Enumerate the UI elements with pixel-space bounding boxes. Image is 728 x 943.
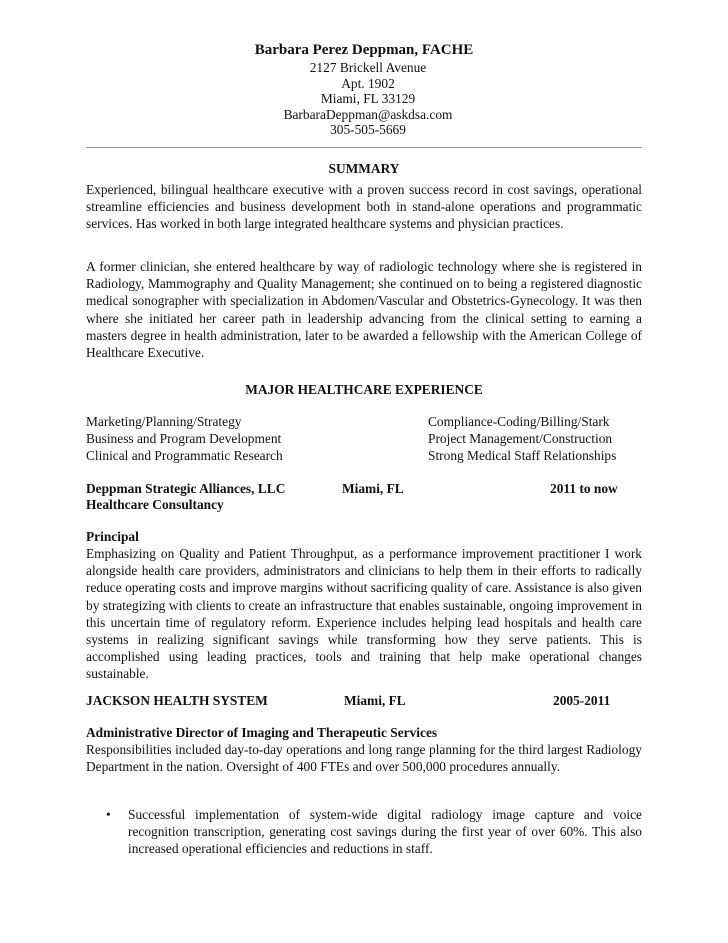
candidate-name: Barbara Perez Deppman, FACHE — [254, 42, 474, 58]
skill-item: Project Management/Construction — [428, 431, 613, 446]
company-name: JACKSON HEALTH SYSTEM — [86, 693, 268, 708]
accomplishment-text: Successful implementation of system-wide digital radiology image capture and voice recognition transcription, generating cost savings during the first year of over 60%. This also increased operational efficiencies and reductions in staff. — [128, 807, 642, 857]
job-description: Emphasizing on Quality and Patient Throughput, as a performance improvement practitioner I work alongside health care providers, administrators and clinicians to help them in their efforts to radically reduce operating costs and improve margins without sacrificing quality of care. Assistance is also given by strategizing with clients to create an infrastructure that enables sustainable, ongoing improvement in this uncertain time of regulatory reform. Experience includes helping lead hospitals and health care systems in realizing significant savings while transforming how they serve patients. This is accomplished using leading practices, tools and training that help make operational changes sustainable. — [86, 546, 642, 682]
apartment: Apt. 1902 — [341, 75, 395, 91]
skill-item: Strong Medical Staff Relationships — [428, 448, 617, 463]
skill-item: Business and Program Development — [86, 431, 282, 446]
job-dates: 2011 to now — [550, 481, 618, 496]
summary-heading: SUMMARY — [328, 161, 400, 176]
job-description: Responsibilities included day-to-day operations and long range planning for the third largest Radiology Department in the nation. Oversight of 400 FTEs and over 500,000 procedures annually. — [86, 742, 642, 775]
bullet-icon: • — [106, 807, 111, 822]
summary-paragraph-2: A former clinician, she entered healthcare by way of radiologic technology where she is registered in Radiology, Mammography and Quality Management; she continued on to being a registered diagnostic medical sonographer with specialization in Abdomen/Vascular and Obstetrics-Gynecology. It was then where she initiated her career path in leadership advancing from the clinical setting to earning a masters degree in health administration, later to be awarded a fellowship with the American College of Healthcare Executive. — [86, 259, 642, 361]
accomplishment-list — [86, 806, 642, 858]
list-item — [86, 806, 642, 858]
phone-number: 305-505-5669 — [330, 122, 406, 137]
experience-heading: MAJOR HEALTHCARE EXPERIENCE — [245, 382, 483, 397]
skill-item: Clinical and Programmatic Research — [86, 448, 283, 463]
header-divider — [86, 147, 642, 148]
job-dates: 2005-2011 — [553, 693, 611, 708]
job-location: Miami, FL — [344, 693, 406, 708]
contact-header — [0, 42, 728, 138]
skill-item: Marketing/Planning/Strategy — [86, 414, 242, 429]
city-state-zip: Miami, FL 33129 — [320, 91, 416, 106]
skill-item: Compliance-Coding/Billing/Stark — [428, 414, 610, 429]
job-role: Principal — [86, 529, 139, 544]
company-subtitle: Healthcare Consultancy — [86, 497, 224, 512]
company-name: Deppman Strategic Alliances, LLC — [86, 481, 286, 496]
summary-paragraph-1: Experienced, bilingual healthcare executive with a proven success record in cost savings, operational streamline efficiencies and business development both in stand-alone operations and programmatic services. Has worked in both large integrated healthcare systems and physician practices. — [86, 182, 642, 232]
job-location: Miami, FL — [342, 481, 404, 496]
job-role: Administrative Director of Imaging and Therapeutic Services — [86, 725, 438, 740]
street-address: 2127 Brickell Avenue — [309, 60, 427, 75]
email-address: BarbaraDeppman@askdsa.com — [283, 106, 453, 122]
